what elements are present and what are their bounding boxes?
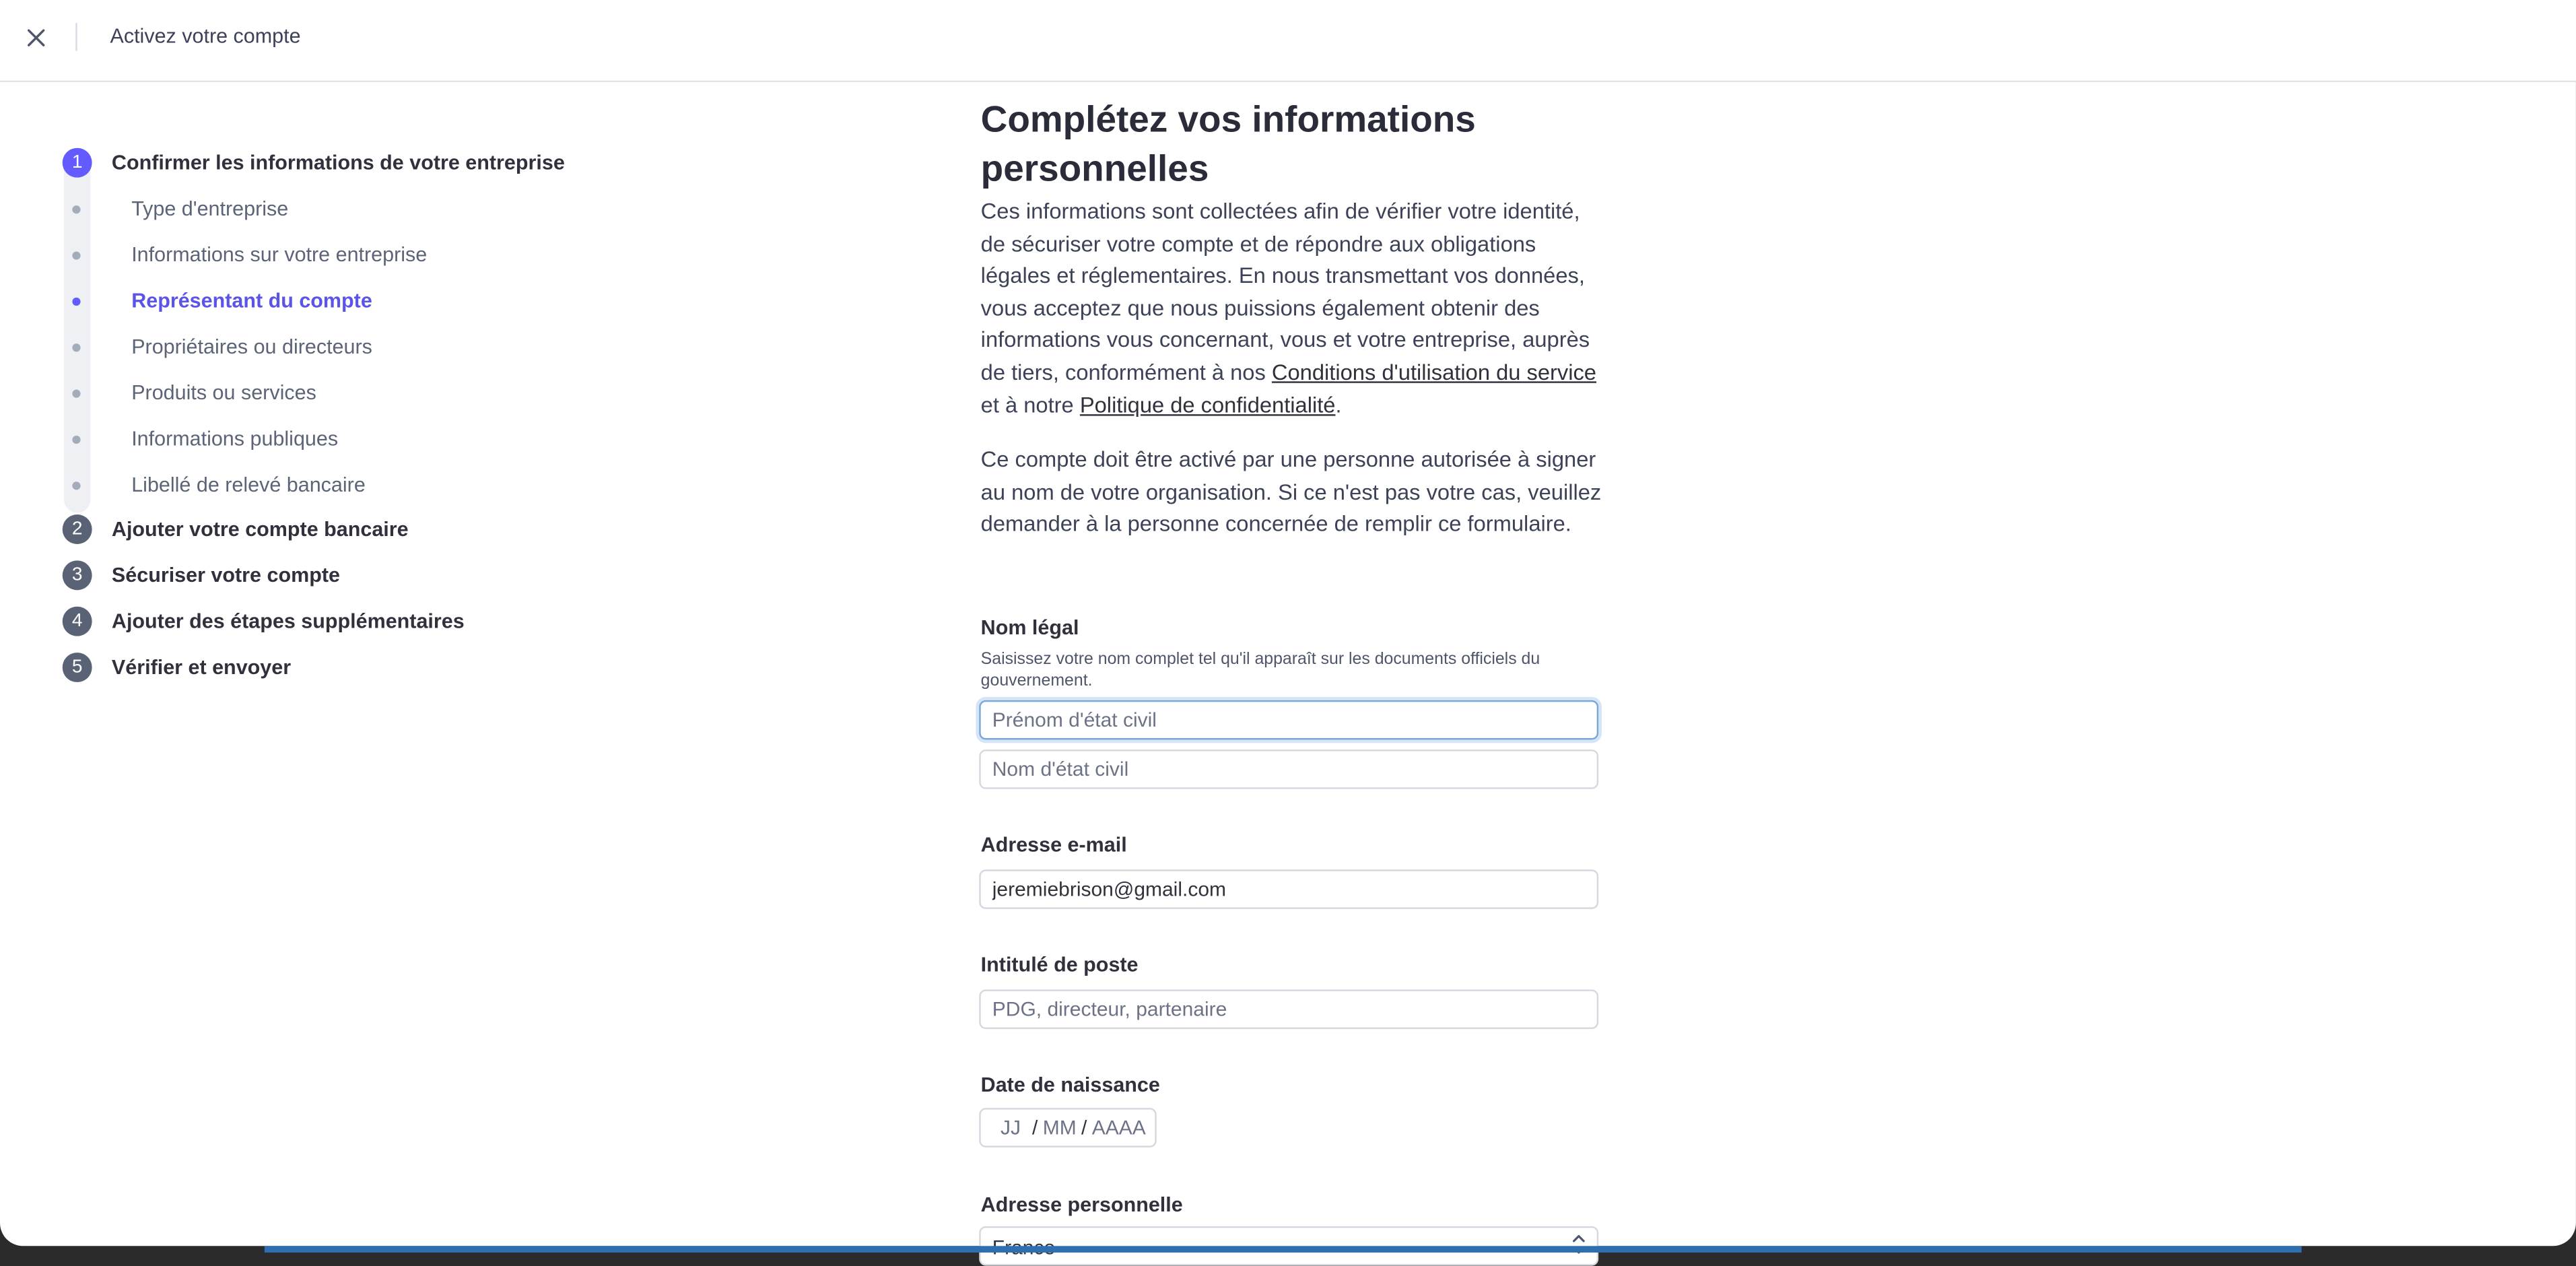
substep-dot xyxy=(72,343,80,351)
substep-dot xyxy=(72,435,80,443)
substep-label: Type d'entreprise xyxy=(131,197,289,221)
substep-statement-descriptor[interactable] xyxy=(72,469,365,502)
intro-text: . xyxy=(1335,392,1342,417)
last-name-input[interactable] xyxy=(979,749,1598,789)
step-2[interactable] xyxy=(59,511,409,547)
substep-label: Propriétaires ou directeurs xyxy=(131,335,372,359)
email-field[interactable] xyxy=(979,869,1598,909)
step-number: 3 xyxy=(63,560,92,590)
step-label: Confirmer les informations de votre entreprise xyxy=(111,151,565,174)
substep-account-representative[interactable] xyxy=(72,284,372,317)
intro-text: et à notre xyxy=(980,392,1080,417)
step-number: 1 xyxy=(63,148,92,178)
substep-business-type[interactable] xyxy=(72,193,288,226)
email-label: Adresse e-mail xyxy=(980,833,1127,857)
month-placeholder[interactable]: MM xyxy=(1042,1116,1077,1139)
substep-owners[interactable] xyxy=(72,331,372,364)
substep-dot xyxy=(72,205,80,213)
substep-public-info[interactable] xyxy=(72,422,338,455)
top-header xyxy=(0,0,2576,82)
substep-label: Informations publiques xyxy=(131,427,339,451)
birth-date-field[interactable] xyxy=(979,1108,1157,1147)
page-title: Complétez vos informations personnelles xyxy=(980,98,1476,189)
substep-label: Informations sur votre entreprise xyxy=(131,243,428,267)
first-name-input[interactable] xyxy=(979,700,1598,740)
job-title-input[interactable] xyxy=(979,989,1598,1029)
substep-label: Produits ou services xyxy=(131,381,316,405)
job-title-label: Intitulé de poste xyxy=(980,953,1139,976)
step-number: 5 xyxy=(63,653,92,682)
intro-text: Ces informations sont collectées afin de vérifier votre identité, de sécuriser votre compte et de répondre aux obligations légales et réglementaires. En nous transmettant vos données, vous acceptez que nous puissions également obtenir des informations vous concernant, vous et votre entreprise, auprès de tiers, conformément à nos xyxy=(980,199,1590,385)
bottom-progress-bar xyxy=(265,1246,2302,1253)
step-label: Ajouter des étapes supplémentaires xyxy=(111,609,465,633)
privacy-link[interactable]: Politique de confidentialité xyxy=(1079,392,1336,417)
step-4[interactable] xyxy=(59,603,465,640)
legal-name-label: Nom légal xyxy=(980,616,1079,640)
substep-label: Libellé de relevé bancaire xyxy=(131,473,366,497)
substep-business-info[interactable] xyxy=(72,238,427,271)
step-number: 4 xyxy=(63,607,92,636)
intro-paragraph xyxy=(981,195,1608,421)
step-1[interactable] xyxy=(59,145,565,181)
header-title: Activez votre compte xyxy=(110,24,301,48)
date-separator: / xyxy=(1032,1116,1038,1139)
step-label: Ajouter votre compte bancaire xyxy=(111,517,409,541)
substep-label: Représentant du compte xyxy=(131,289,372,312)
step-5[interactable] xyxy=(59,649,291,686)
step-label: Vérifier et envoyer xyxy=(111,655,292,679)
close-button[interactable] xyxy=(20,22,53,55)
header-divider xyxy=(75,23,77,51)
step-3[interactable] xyxy=(59,557,340,593)
substep-dot xyxy=(72,251,80,259)
date-separator: / xyxy=(1081,1116,1087,1139)
step-number: 2 xyxy=(63,514,92,544)
day-placeholder[interactable]: JJ xyxy=(1000,1116,1021,1139)
terms-link[interactable]: Conditions d'utilisation du service xyxy=(1271,360,1596,385)
year-placeholder[interactable]: AAAA xyxy=(1091,1116,1146,1139)
authorization-notice: Ce compte doit être activé par une personne autorisée à signer au nom de votre organisation. Si ce n'est pas votre cas, veuillez demander à la personne concernée de remplir ce formulaire. xyxy=(980,446,1602,537)
close-icon xyxy=(26,28,46,47)
substep-dot xyxy=(72,297,80,305)
substep-dot xyxy=(72,481,80,489)
birth-date-label: Date de naissance xyxy=(980,1073,1160,1097)
home-address-label: Adresse personnelle xyxy=(980,1193,1183,1217)
step-label: Sécuriser votre compte xyxy=(111,564,340,587)
legal-name-help: Saisissez votre nom complet tel qu'il apparaît sur les documents officiels du gouvernement. xyxy=(980,651,1540,691)
substep-dot xyxy=(72,389,80,397)
substep-products[interactable] xyxy=(72,376,316,409)
